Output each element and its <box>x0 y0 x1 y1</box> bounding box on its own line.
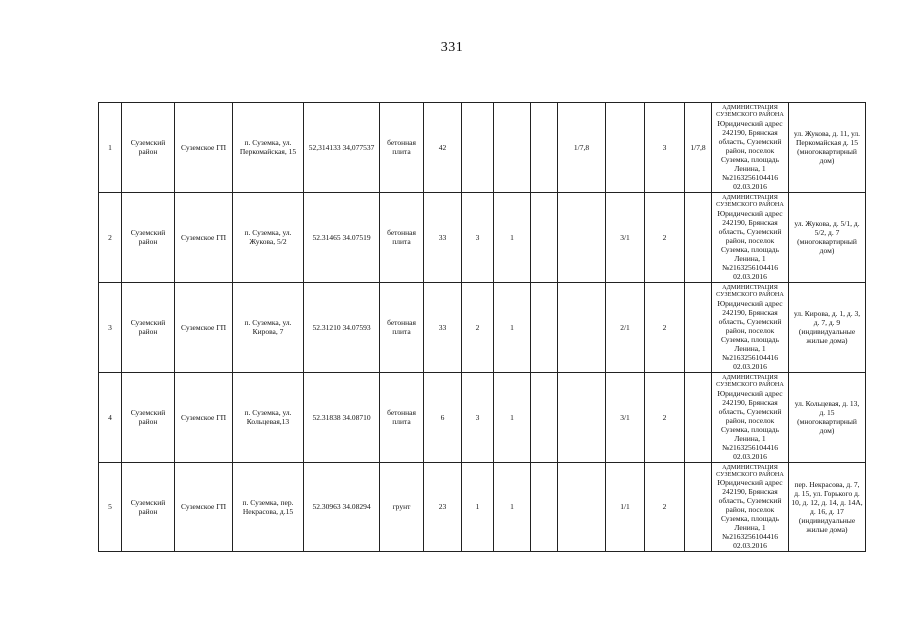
district-cell: Суземский район <box>122 372 175 462</box>
page-number: 331 <box>440 40 464 55</box>
count-cell-1: 2 <box>462 282 494 372</box>
registry-body <box>99 103 866 552</box>
owner-ogrn: №2163256104416 <box>722 262 778 272</box>
count-cell-7: 1/7,8 <box>685 103 712 193</box>
settlement-cell: Суземское ГП <box>175 192 233 282</box>
count-cell-3 <box>531 103 558 193</box>
owner-cell <box>712 462 789 552</box>
owner-date: 02.03.2016 <box>733 271 767 281</box>
owner-date: 02.03.2016 <box>733 361 767 371</box>
row-number-cell: 4 <box>99 372 122 462</box>
count-cell-4 <box>558 372 606 462</box>
owner-label: Юридический адрес <box>717 208 783 218</box>
count-cell-5: 3/1 <box>606 192 645 282</box>
address-cell: п. Суземка, ул. Перкомайская, 15 <box>233 103 304 193</box>
count-cell-4 <box>558 462 606 552</box>
surface-cell: бетонная плита <box>380 192 424 282</box>
served-buildings-cell: ул. Жукова, д. 11, ул. Перкомайская д. 15 (многоквартирный дом) <box>789 103 866 193</box>
table-row <box>99 103 866 193</box>
owner-address: 242190, Брянская область, Суземский район, поселок Суземка, площадь Ленина, 1 <box>718 217 782 263</box>
count-cell-1: 1 <box>462 462 494 552</box>
owner-address: 242190, Брянская область, Суземский район, поселок Суземка, площадь Ленина, 1 <box>718 397 782 443</box>
count-cell-4 <box>558 192 606 282</box>
count-cell-7 <box>685 192 712 282</box>
area-cell: 23 <box>424 462 462 552</box>
owner-date: 02.03.2016 <box>733 451 767 461</box>
owner-label: Юридический адрес <box>717 478 783 488</box>
address-cell: п. Суземка, ул. Кольцевая,13 <box>233 372 304 462</box>
surface-cell: бетонная плита <box>380 372 424 462</box>
count-cell-1 <box>462 103 494 193</box>
owner-name: АДМИНИСТРАЦИЯ СУЗЕМСКОГО РАЙОНА <box>716 373 784 389</box>
count-cell-5: 1/1 <box>606 462 645 552</box>
served-buildings-cell: ул. Жукова, д. 5/1, д. 5/2, д. 7 (многоквартирный дом) <box>789 192 866 282</box>
surface-cell: грунт <box>380 462 424 552</box>
count-cell-7 <box>685 282 712 372</box>
owner-address: 242190, Брянская область, Суземский район, поселок Суземка, площадь Ленина, 1 <box>718 487 782 533</box>
address-cell: п. Суземка, пер. Некрасова, д.15 <box>233 462 304 552</box>
count-cell-3 <box>531 192 558 282</box>
count-cell-1: 3 <box>462 192 494 282</box>
count-cell-6: 2 <box>645 372 685 462</box>
owner-name: АДМИНИСТРАЦИЯ СУЗЕМСКОГО РАЙОНА <box>716 283 784 299</box>
count-cell-6: 2 <box>645 282 685 372</box>
table-row <box>99 192 866 282</box>
served-buildings-cell: ул. Кольцевая, д. 13, д. 15 (многоквартирный дом) <box>789 372 866 462</box>
owner-address: 242190, Брянская область, Суземский район, поселок Суземка, площадь Ленина, 1 <box>718 127 782 173</box>
district-cell: Суземский район <box>122 103 175 193</box>
row-number-cell: 1 <box>99 103 122 193</box>
count-cell-3 <box>531 372 558 462</box>
count-cell-2: 1 <box>494 282 531 372</box>
surface-cell: бетонная плита <box>380 103 424 193</box>
count-cell-6: 2 <box>645 192 685 282</box>
owner-date: 02.03.2016 <box>733 181 767 191</box>
count-cell-2 <box>494 103 531 193</box>
address-cell: п. Суземка, ул. Жукова, 5/2 <box>233 192 304 282</box>
count-cell-4 <box>558 282 606 372</box>
owner-cell <box>712 282 789 372</box>
owner-ogrn: №2163256104416 <box>722 532 778 542</box>
owner-name: АДМИНИСТРАЦИЯ СУЗЕМСКОГО РАЙОНА <box>716 104 784 119</box>
count-cell-3 <box>531 462 558 552</box>
count-cell-2: 1 <box>494 372 531 462</box>
surface-cell: бетонная плита <box>380 282 424 372</box>
count-cell-6: 3 <box>645 103 685 193</box>
area-cell: 42 <box>424 103 462 193</box>
owner-label: Юридический адрес <box>717 118 783 128</box>
row-number-cell: 5 <box>99 462 122 552</box>
count-cell-2: 1 <box>494 462 531 552</box>
owner-address: 242190, Брянская область, Суземский район, поселок Суземка, площадь Ленина, 1 <box>718 307 782 353</box>
row-number-cell: 3 <box>99 282 122 372</box>
count-cell-5 <box>606 103 645 193</box>
registry-table <box>98 102 866 552</box>
row-number-cell: 2 <box>99 192 122 282</box>
table-row <box>99 462 866 552</box>
owner-name: АДМИНИСТРАЦИЯ СУЗЕМСКОГО РАЙОНА <box>716 193 784 209</box>
owner-ogrn: №2163256104416 <box>722 352 778 362</box>
count-cell-3 <box>531 282 558 372</box>
area-cell: 33 <box>424 282 462 372</box>
table-row <box>99 282 866 372</box>
owner-cell <box>712 103 789 193</box>
settlement-cell: Суземское ГП <box>175 103 233 193</box>
owner-name: АДМИНИСТРАЦИЯ СУЗЕМСКОГО РАЙОНА <box>716 463 784 478</box>
count-cell-2: 1 <box>494 192 531 282</box>
coordinates-cell: 52.31210 34.07593 <box>304 282 380 372</box>
settlement-cell: Суземское ГП <box>175 282 233 372</box>
owner-ogrn: №2163256104416 <box>722 442 778 452</box>
district-cell: Суземский район <box>122 282 175 372</box>
address-cell: п. Суземка, ул. Кирова, 7 <box>233 282 304 372</box>
count-cell-7 <box>685 462 712 552</box>
owner-ogrn: №2163256104416 <box>722 172 778 182</box>
served-buildings-cell: ул. Кирова, д. 1, д. 3, д. 7, д. 9 (индивидуальные жилые дома) <box>789 282 866 372</box>
coordinates-cell: 52.31465 34.07519 <box>304 192 380 282</box>
coordinates-cell: 52.30963 34.08294 <box>304 462 380 552</box>
owner-label: Юридический адрес <box>717 388 783 398</box>
owner-date: 02.03.2016 <box>733 541 767 551</box>
count-cell-6: 2 <box>645 462 685 552</box>
count-cell-1: 3 <box>462 372 494 462</box>
owner-cell <box>712 372 789 462</box>
coordinates-cell: 52,314133 34,077537 <box>304 103 380 193</box>
area-cell: 33 <box>424 192 462 282</box>
served-buildings-cell: пер. Некрасова, д. 7, д. 15, ул. Горького д. 10, д. 12, д. 14, д. 14А, д. 16, д. 17 (индивидуальные жилые дома) <box>789 462 866 552</box>
count-cell-7 <box>685 372 712 462</box>
count-cell-4: 1/7,8 <box>558 103 606 193</box>
area-cell: 6 <box>424 372 462 462</box>
count-cell-5: 2/1 <box>606 282 645 372</box>
owner-label: Юридический адрес <box>717 298 783 308</box>
count-cell-5: 3/1 <box>606 372 645 462</box>
table-row <box>99 372 866 462</box>
district-cell: Суземский район <box>122 462 175 552</box>
settlement-cell: Суземское ГП <box>175 372 233 462</box>
settlement-cell: Суземское ГП <box>175 462 233 552</box>
owner-cell <box>712 192 789 282</box>
coordinates-cell: 52.31838 34.08710 <box>304 372 380 462</box>
district-cell: Суземский район <box>122 192 175 282</box>
